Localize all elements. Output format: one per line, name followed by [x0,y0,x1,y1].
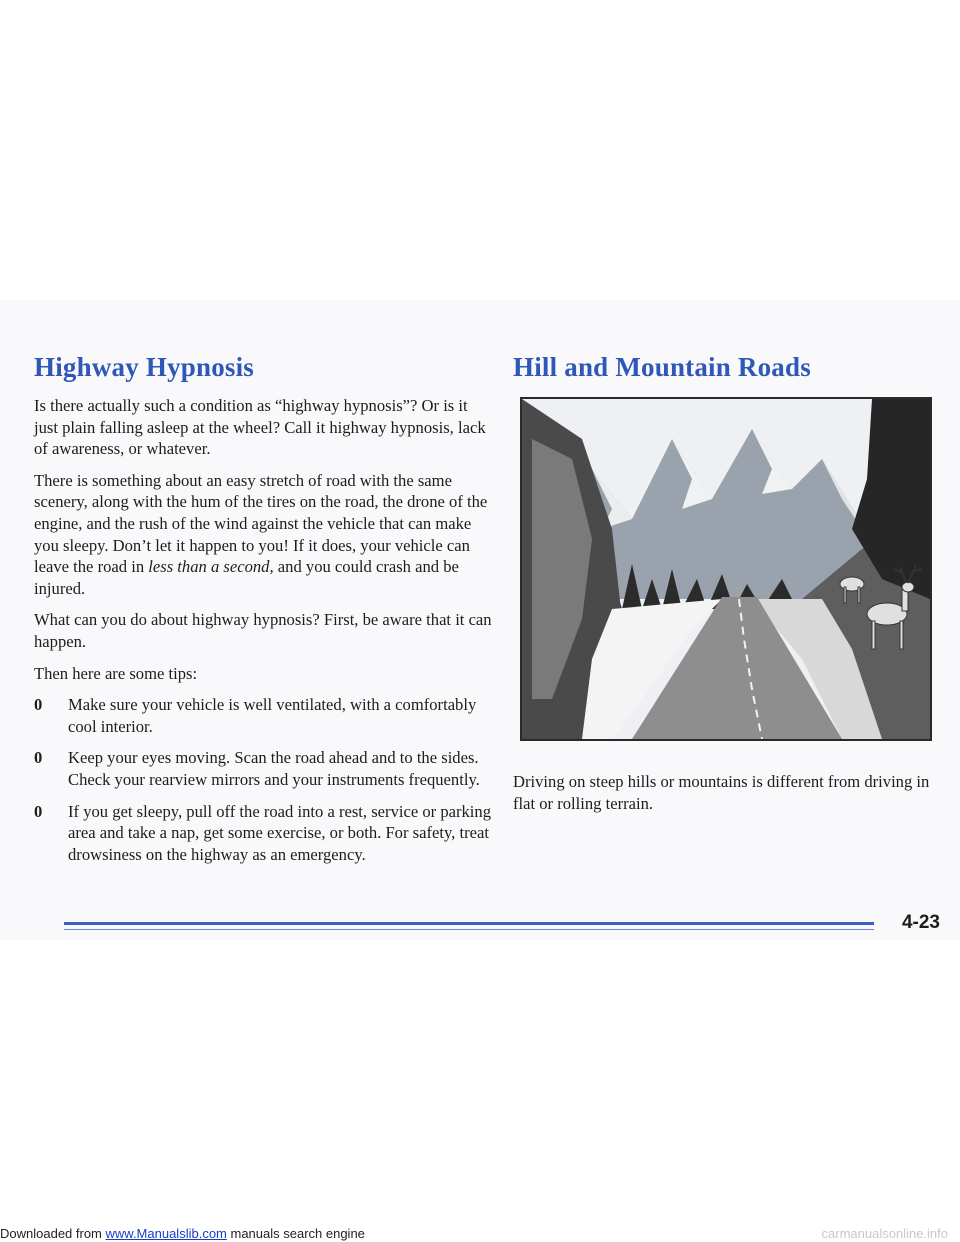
footer-rule-thin [64,929,874,930]
bullet-marker: 0 [34,801,43,821]
list-item: 0 If you get sleepy, pull off the road into a rest, service or parking area and take a nap, get some exercise, or both. For safety, treat drowsiness on the highway as an emergency. [34,801,492,864]
question-paragraph: What can you do about highway hypnosis? First, be aware that it can happen. [34,610,492,651]
mountain-road-illustration [520,397,932,741]
watermark: carmanualsonline.info [821,1226,948,1241]
list-item: 0 Keep your eyes moving. Scan the road ahead and to the sides. Check your rearview mirrors and your instruments frequently. [34,748,480,789]
hill-mountain-section [513,352,933,824]
bullet-marker: 0 [34,695,43,715]
tips-list [34,694,492,865]
emphasis-text: less than a second, [148,557,274,577]
warning-paragraph: There is something about an easy stretch of road with the same scenery, along with the hum of the tires on the road, the drone of the engine, and the rush of the wind against the vehicle that can make you sleepy. Don’t let it happen to you! If it does, your vehicle can leave the road in less than a second, and you could crash and be injured. [34,470,488,598]
page-footer-rule [0,900,960,940]
figure-caption: Driving on steep hills or mountains is different from driving in flat or rolling terrain. [513,772,930,813]
bullet-marker: 0 [34,748,43,768]
manualslib-link[interactable]: www.Manualslib.com [105,1226,227,1241]
footer-rule-thick [64,922,874,925]
list-item: 0 Make sure your vehicle is well ventilated, with a comfortably cool interior. [34,695,477,736]
page-number: 4-23 [901,912,940,933]
mountain-road-drawing [522,399,930,739]
intro-paragraph: Is there actually such a condition as “highway hypnosis”? Or is it just plain falling asleep at the wheel? Call it highway hypnosis, lack of awareness, or whatever. [34,396,486,459]
section-heading: Hill and Mountain Roads [513,352,811,382]
highway-hypnosis-section [34,352,492,875]
download-footer: Downloaded from www.Manualslib.com manuals search engine [0,1226,365,1241]
section-heading: Highway Hypnosis [34,352,255,382]
tips-intro: Then here are some tips: [34,663,198,683]
